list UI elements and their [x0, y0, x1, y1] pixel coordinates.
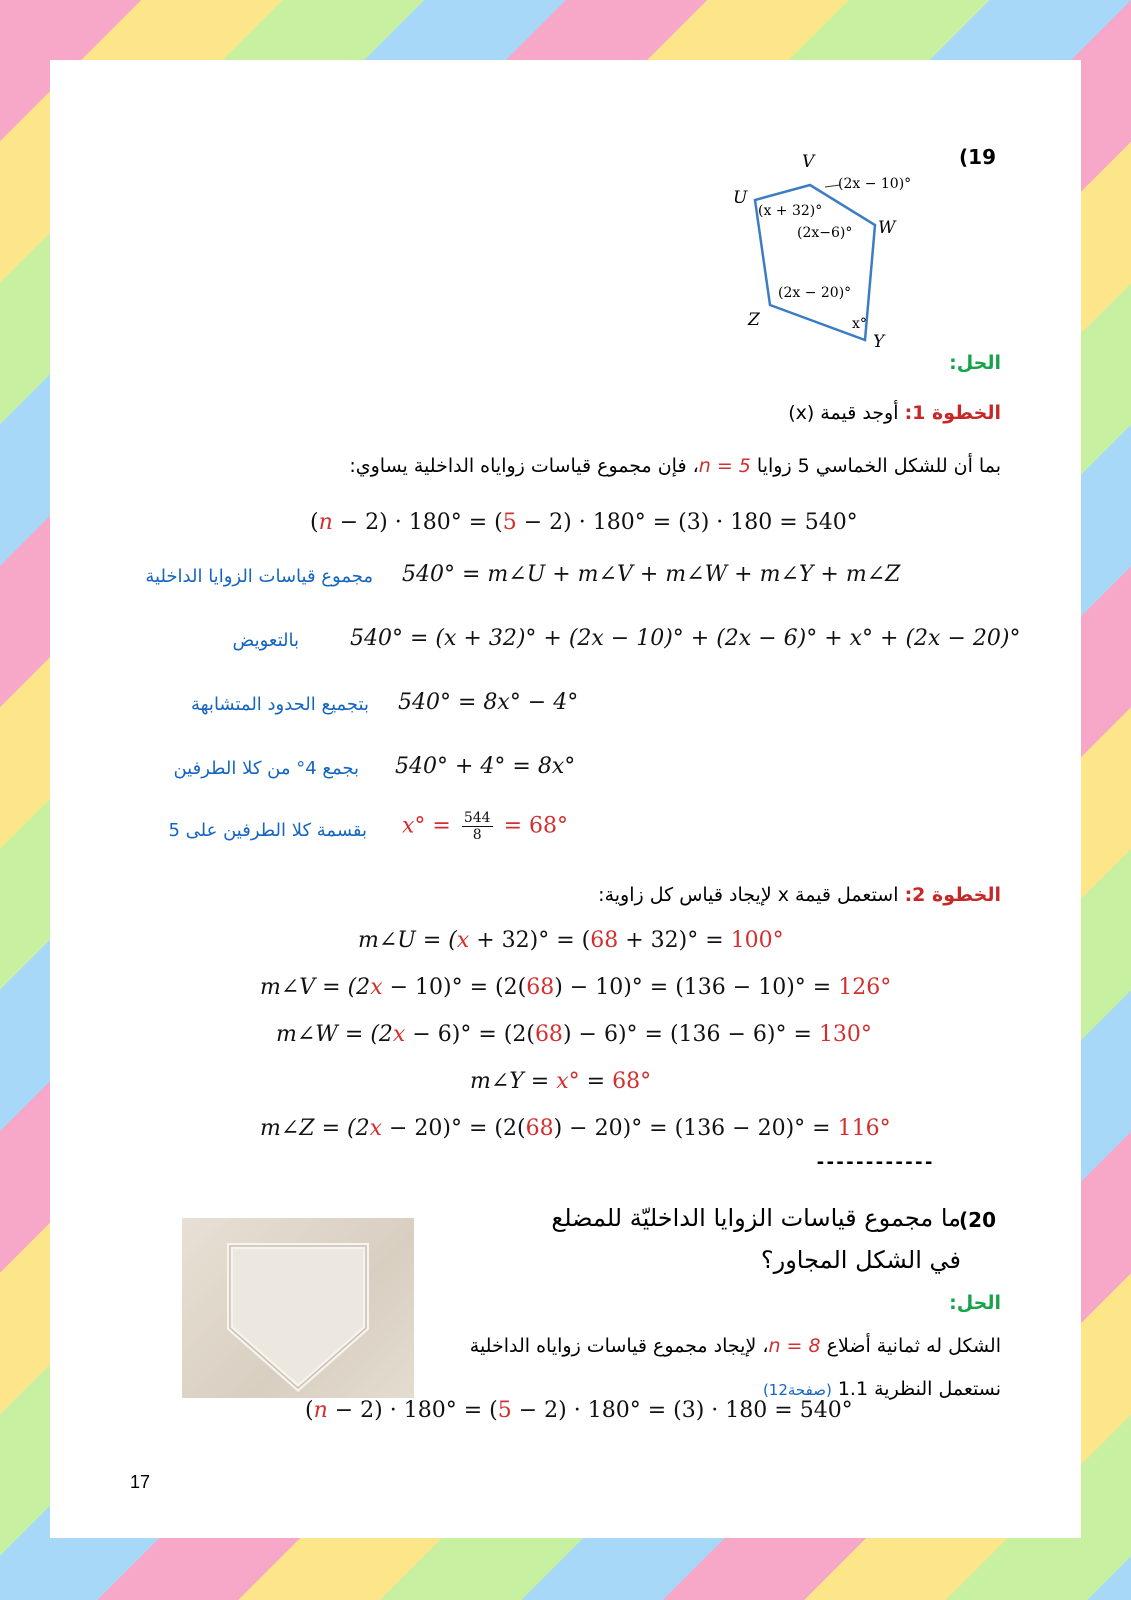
eq1-n: n — [318, 510, 333, 535]
step-1-title: الخطوة 1: — [904, 402, 1001, 424]
row-2-note: بالتعويض — [232, 630, 299, 651]
question-19-number: 19) — [959, 145, 996, 169]
angle-z-x: x — [369, 1116, 383, 1141]
row-5-rhs: = 68° — [503, 813, 568, 839]
eq1-five: 5 — [502, 510, 517, 535]
q20-equation: (n − 2) · 180° = (5 − 2) · 180° = (3) · 180 = 540° — [305, 1398, 853, 1423]
angle-v-result: 126° — [838, 975, 892, 1000]
step-2-text: استعمل قيمة x لإيجاد قياس كل زاوية: — [598, 884, 899, 906]
page-reference-link[interactable]: (صفحة12) — [762, 1381, 832, 1399]
intro-text-a: بما أن للشكل الخماسي 5 زوايا — [756, 455, 1001, 477]
angle-v-v: 68 — [526, 975, 555, 1000]
vertex-label-z: Z — [748, 310, 760, 330]
angle-z-a: m∠Z = (2 — [260, 1116, 370, 1141]
step-1-line — [788, 402, 1001, 424]
theorem-text: نستعمل النظرية 1.1 — [837, 1378, 1001, 1400]
angle-label-y: x° — [852, 316, 867, 332]
row-1-math: 540° = m∠U + m∠V + m∠W + m∠Y + m∠Z — [402, 562, 901, 587]
angle-v-c: ) − 10)° = (136 − 10)° = — [554, 975, 839, 1000]
angle-v-equation — [260, 975, 891, 1000]
row-5-note: بقسمة كلا الطرفين على 5 — [168, 820, 367, 841]
vertex-label-v: V — [802, 152, 815, 172]
question-20-line-1: ما مجموع قياسات الزوايا الداخليّة للمضلع — [551, 1204, 961, 1232]
angle-v-b: − 10)° = (2( — [382, 975, 527, 1000]
angle-label-u: (x + 32)° — [758, 203, 823, 219]
angle-u-c: + 32)° = — [618, 928, 731, 953]
angle-label-w: (2x−6)° — [797, 225, 853, 241]
fraction-numerator: 544 — [463, 810, 491, 826]
angle-z-v: 68 — [525, 1116, 554, 1141]
fraction-denominator: 8 — [472, 827, 482, 843]
q20-text-b: ، لإيجاد مجموع قياسات زواياه الداخلية — [469, 1335, 769, 1357]
angle-v-x: x — [370, 975, 383, 1000]
q20-text-a: الشكل له ثمانية أضلاع — [826, 1335, 1001, 1357]
row-5-math — [402, 810, 568, 843]
angle-y-equation — [470, 1069, 651, 1094]
solution-label-19: الحل: — [949, 352, 1001, 374]
equation-sum-formula: (n − 2) · 180° = (5 − 2) · 180° = (3) · 180 = 540° — [310, 510, 858, 535]
eq1-b: − 2) · 180° = (3) · 180 = 540° — [516, 510, 858, 535]
row-5-lhs: x° = — [402, 813, 451, 839]
angle-label-v: (2x − 10)° — [838, 176, 912, 192]
row-4-note: بجمع 4° من كلا الطرفين — [173, 758, 359, 779]
angle-u-x: x — [456, 928, 470, 953]
angle-w-b: − 6)° = (2( — [405, 1022, 535, 1047]
angle-label-z: (2x − 20)° — [778, 285, 852, 301]
angle-v-a: m∠V = (2 — [260, 975, 371, 1000]
vertex-label-u: U — [733, 188, 748, 208]
eq1-a: − 2) · 180° = ( — [332, 510, 503, 535]
intro-text-b: ، فإن مجموع قياسات زواياه الداخلية يساوي: — [349, 455, 699, 477]
angle-u-a: m∠U = ( — [358, 928, 457, 953]
worksheet-page — [50, 60, 1081, 1538]
angle-w-x: x — [392, 1022, 406, 1047]
angle-w-a: m∠W = (2 — [276, 1022, 393, 1047]
angle-y-x: x° — [556, 1069, 580, 1094]
angle-w-result: 130° — [818, 1022, 872, 1047]
question-20-number: 20) — [959, 1208, 996, 1232]
step-2-line — [598, 884, 1001, 906]
row-1-note: مجموع قياسات الزوايا الداخلية — [145, 566, 373, 587]
angle-w-equation — [276, 1022, 872, 1047]
angle-z-b: − 20)° = (2( — [382, 1116, 526, 1141]
question-20-line-2: في الشكل المجاور؟ — [760, 1246, 961, 1274]
q20-eq-n: n — [313, 1398, 328, 1423]
solution-label-20: الحل: — [949, 1292, 1001, 1314]
angle-u-v: 68 — [590, 928, 619, 953]
angle-z-result: 116° — [837, 1116, 891, 1141]
angle-w-c: ) − 6)° = (136 − 6)° = — [562, 1022, 819, 1047]
angle-z-c: ) − 20)° = (136 − 20)° = — [553, 1116, 838, 1141]
row-4-math: 540° + 4° = 8x° — [395, 754, 576, 779]
angle-y-b: = — [579, 1069, 613, 1094]
q20-text-line — [470, 1335, 1001, 1357]
angle-u-result: 100° — [730, 928, 784, 953]
page-number: 17 — [130, 1472, 151, 1492]
theorem-line — [763, 1378, 1001, 1400]
intro-line — [349, 455, 1001, 477]
angle-u-equation — [358, 928, 784, 953]
row-2-math: 540° = (x + 32)° + (2x − 10)° + (2x − 6)° + x° + (2x − 20)° — [350, 626, 1021, 651]
q20-eq-a: − 2) · 180° = ( — [327, 1398, 498, 1423]
angle-y-a: m∠Y = — [470, 1069, 557, 1094]
vertex-label-w: W — [878, 218, 896, 238]
step-2-title: الخطوة 2: — [904, 884, 1001, 906]
intro-n-value: n = 5 — [698, 455, 751, 477]
pentagon-figure — [730, 145, 930, 355]
vertex-label-y: Y — [873, 332, 885, 352]
section-divider: ------------ — [815, 1152, 934, 1173]
q20-n-value: n = 8 — [768, 1335, 821, 1357]
home-plate-shape — [182, 1218, 414, 1398]
angle-u-b: + 32)° = ( — [469, 928, 591, 953]
home-plate-image — [182, 1218, 414, 1398]
q20-eq-five: 5 — [497, 1398, 512, 1423]
angle-y-result: 68° — [612, 1069, 652, 1094]
row-3-math: 540° = 8x° − 4° — [398, 690, 579, 715]
fraction-544-over-8 — [462, 810, 493, 843]
row-3-note: بتجميع الحدود المتشابهة — [190, 694, 369, 715]
angle-w-v: 68 — [534, 1022, 563, 1047]
angle-z-equation — [260, 1116, 891, 1141]
q20-eq-b: − 2) · 180° = (3) · 180 = 540° — [511, 1398, 853, 1423]
step-1-text: أوجد قيمة (x) — [788, 402, 899, 424]
